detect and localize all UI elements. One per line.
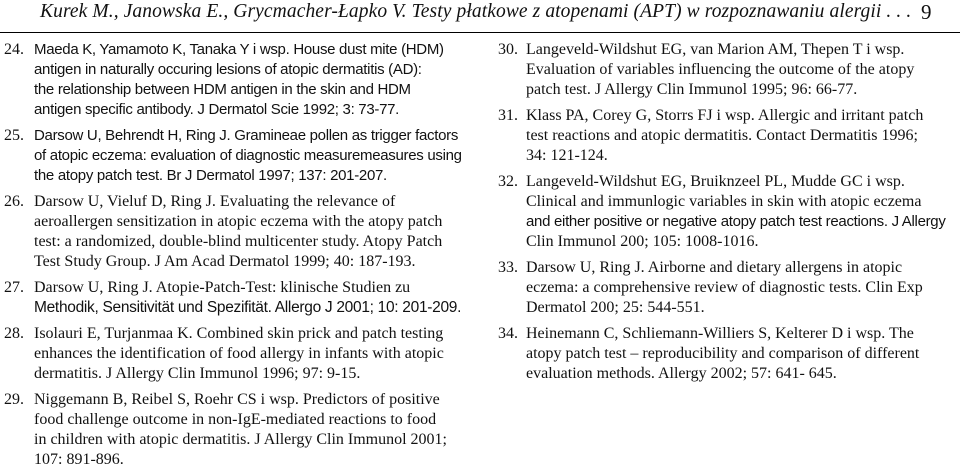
reference-number: 27. (4, 279, 24, 296)
reference-line: eczema: a comprehensive review of diagnostic tests. Clin Exp (526, 279, 923, 296)
reference-number: 32. (498, 173, 518, 190)
reference-text (34, 324, 466, 384)
reference-line: Dermatol 200; 25: 544-551. (526, 299, 705, 316)
reference-line: atopy patch test – reproducibility and comparison of different (526, 345, 920, 362)
reference-line: Maeda K, Yamamoto K, Tanaka Y i wsp. House dust mite (HDM) (34, 41, 444, 58)
reference-item (0, 324, 466, 384)
reference-text (34, 278, 466, 318)
running-header (0, 0, 960, 33)
reference-line: food challenge outcome in non-IgE-mediated reactions to food (34, 411, 437, 428)
reference-line: Langeveld-Wildshut EG, Bruiknzeel PL, Mudde GC i wsp. (526, 173, 905, 190)
reference-number: 24. (4, 41, 24, 58)
reference-number: 25. (4, 127, 24, 144)
reference-line: Darsow U, Behrendt H, Ring J. Gramineae pollen as trigger factors (34, 127, 459, 144)
reference-line: Langeveld-Wildshut EG, van Marion AM, Thepen T i wsp. (526, 41, 905, 58)
reference-text (526, 324, 960, 384)
reference-text (526, 258, 960, 318)
reference-line: Isolauri E, Turjanmaa K. Combined skin prick and patch testing (34, 325, 444, 342)
reference-line: Evaluation of variables influencing the outcome of the atopy (526, 61, 915, 78)
reference-line: 34: 121-124. (526, 147, 608, 164)
reference-item (0, 126, 466, 186)
reference-line: Test Study Group. J Am Acad Dermatol 1999; 40: 187-193. (34, 253, 416, 270)
reference-item (0, 40, 466, 120)
running-title: Kurek M., Janowska E., Grycmacher-Łapko V. Testy płatkowe z atopenami (APT) w rozpoznawaniu alergii . . . (40, 1, 912, 22)
reference-line: Darsow U, Vieluf D, Ring J. Evaluating the relevance of (34, 193, 396, 210)
reference-line: Clinical and immunlogic variables in skin with atopic eczema (526, 193, 922, 210)
reference-number: 28. (4, 325, 24, 342)
reference-text (34, 192, 466, 272)
reference-line: patch test. J Allergy Clin Immunol 1995; 96: 66-77. (526, 81, 858, 98)
reference-number: 26. (4, 193, 24, 210)
reference-text (34, 126, 466, 186)
reference-line: Niggemann B, Reibel S, Roehr CS i wsp. Predictors of positive (34, 391, 440, 408)
reference-line: in children with atopic dermatitis. J Allergy Clin Immunol 2001; (34, 431, 447, 448)
reference-text (526, 106, 960, 166)
reference-line: the relationship between HDM antigen in the skin and HDM (34, 81, 411, 98)
reference-item (0, 278, 466, 318)
reference-line: test reactions and atopic dermatitis. Contact Dermatitis 1996; (526, 127, 918, 144)
reference-line: antigen in naturally occuring lesions of atopic dermatitis (AD): (34, 61, 422, 78)
reference-line: Clin Immunol 200; 105: 1008-1016. (526, 233, 759, 250)
reference-line: Heinemann C, Schliemann-Williers S, Kelterer D i wsp. The (526, 325, 914, 342)
reference-number: 30. (498, 41, 518, 58)
reference-item (0, 192, 466, 272)
reference-item (494, 106, 960, 166)
reference-item (0, 390, 466, 470)
reference-line: antigen specific antibody. J Dermatol Scie 1992; 3: 73-77. (34, 101, 400, 118)
reference-item (494, 172, 960, 252)
reference-line: Darsow U, Ring J. Atopie-Patch-Test: klinische Studien zu (34, 279, 411, 296)
reference-item (494, 258, 960, 318)
reference-line: evaluation methods. Allergy 2002; 57: 641- 645. (526, 365, 837, 382)
reference-item (494, 40, 960, 100)
reference-text (34, 40, 466, 120)
reference-text (34, 390, 466, 470)
reference-line: the atopy patch test. Br J Dermatol 1997; 137: 201-207. (34, 167, 387, 184)
reference-item (494, 324, 960, 384)
reference-line: enhances the identification of food allergy in infants with atopic (34, 345, 444, 362)
reference-line: 107: 891-896. (34, 451, 124, 468)
reference-line: dermatitis. J Allergy Clin Immunol 1996; 97: 9-15. (34, 365, 361, 382)
reference-number: 34. (498, 325, 518, 342)
reference-text (526, 40, 960, 100)
reference-line: Methodik, Sensitivität und Spezifität. Allergo J 2001; 10: 201-209. (34, 299, 462, 316)
reference-line: aeroallergen sensitization in atopic eczema with the atopy patch (34, 213, 443, 230)
reference-line: test: a randomized, double-blind multicenter study. Atopy Patch (34, 233, 443, 250)
reference-line: Darsow U, Ring J. Airborne and dietary allergens in atopic (526, 259, 903, 276)
reference-number: 31. (498, 107, 518, 124)
reference-line: Klass PA, Corey G, Storrs FJ i wsp. Allergic and irritant patch (526, 107, 924, 124)
reference-text (526, 172, 960, 252)
reference-number: 29. (4, 391, 24, 408)
reference-line: and either positive or negative atopy patch test reactions. J Allergy (526, 213, 946, 230)
references-column-right (494, 40, 960, 390)
reference-number: 33. (498, 259, 518, 276)
reference-line: of atopic eczema: evaluation of diagnostic measuremeasures using (34, 147, 462, 164)
page-number: 9 (921, 0, 932, 24)
references-column-left (0, 40, 466, 476)
